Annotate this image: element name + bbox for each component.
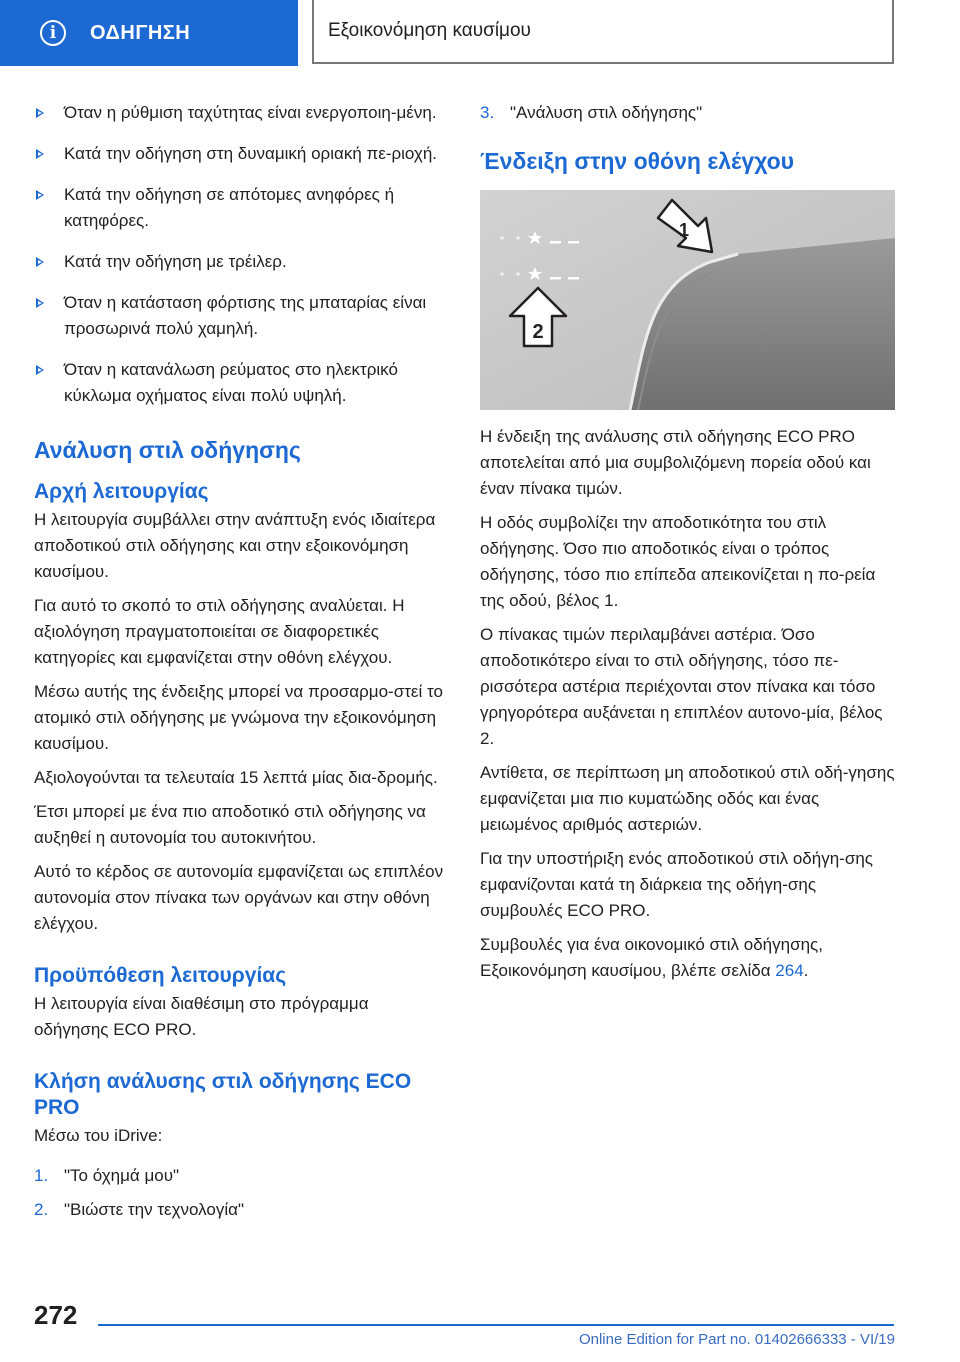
paragraph: Έτσι μπορεί με ένα πιο αποδοτικό στιλ οδήγησης να αυξηθεί η αυτονομία του αυτοκινήτου.	[34, 802, 426, 847]
triangle-bullet-icon	[36, 365, 44, 375]
tab-label: ΟΔΗΓΗΣΗ	[90, 21, 191, 44]
bullet-text: Όταν η κατάσταση φόρτισης της μπαταρίας είναι προσωρινά πολύ χαμηλή.	[64, 293, 427, 338]
step-text: "Ανάλυση στιλ οδήγησης"	[510, 103, 703, 122]
paragraph: Αυτό το κέρδος σε αυτονομία εμφανίζεται ως επιπλέον αυτονομία στον πίνακα των οργάνων και στην οθόνη ελέγχου.	[34, 862, 444, 933]
paragraph: Για την υποστήριξη ενός αποδοτικού στιλ οδήγη-σης εμφανίζονται κατά τη διάρκεια της οδήγη-σης συμβουλές ECO PRO.	[480, 849, 873, 920]
bullet-text: Κατά την οδήγηση σε απότομες ανηφόρες ή κατηφόρες.	[64, 185, 395, 230]
paragraph: Αντίθετα, σε περίπτωση μη αποδοτικού στιλ οδή-γησης εμφανίζεται μια πιο κυματώδης οδός και ένας μειωμένος αριθμός αστεριών.	[480, 763, 895, 834]
paragraph: Μέσω του iDrive:	[34, 1126, 163, 1145]
bullet-item	[34, 182, 444, 234]
step-item	[34, 1163, 444, 1189]
paragraph	[480, 932, 895, 984]
section-heading: Ανάλυση στιλ οδήγησης	[34, 437, 301, 463]
section-heading: Ένδειξη στην οθόνη ελέγχου	[480, 148, 795, 174]
header-section	[312, 0, 894, 64]
paragraph: Αξιολογούνται τα τελευταία 15 λεπτά μίας δια-δρομής.	[34, 768, 438, 787]
eco-pro-display-illustration	[480, 190, 895, 410]
page-number: 272	[34, 1300, 78, 1330]
right-column	[480, 100, 895, 992]
footer-divider	[98, 1324, 894, 1326]
step-number: 3.	[480, 103, 495, 122]
triangle-bullet-icon	[36, 190, 44, 200]
step-number: 1.	[34, 1166, 49, 1185]
step-number: 2.	[34, 1200, 49, 1219]
step-item	[34, 1197, 444, 1223]
step-text: "Το όχημά μου"	[64, 1166, 180, 1185]
paragraph: Μέσω αυτής της ένδειξης μπορεί να προσαρμο-στεί το ατομικό στιλ οδήγησης με γνώμονα την εξοικονόμηση καυσίμου.	[34, 682, 443, 753]
bullet-item	[34, 100, 444, 126]
paragraph: Η λειτουργία είναι διαθέσιμη στο πρόγραμμα οδήγησης ECO PRO.	[34, 994, 369, 1039]
triangle-bullet-icon	[36, 257, 44, 267]
page-reference-link[interactable]: 264	[775, 961, 804, 980]
subheading-call: Κλήση ανάλυσης στιλ οδήγησης ECO PRO	[34, 1070, 412, 1119]
bullet-text: Όταν η κατανάλωση ρεύματος στο ηλεκτρικό κύκλωμα οχήματος είναι πολύ υψηλή.	[64, 360, 398, 405]
step-text: "Βιώστε την τεχνολογία"	[64, 1200, 245, 1219]
header-tab	[0, 0, 298, 66]
step-item	[480, 100, 895, 126]
subheading-principle: Αρχή λειτουργίας	[34, 480, 209, 503]
triangle-bullet-icon	[36, 108, 44, 118]
paragraph: Η λειτουργία συμβάλλει στην ανάπτυξη ενός ιδιαίτερα αποδοτικού στιλ οδήγησης και στην εξοικονόμηση καυσίμου.	[34, 510, 436, 581]
paragraph: Ο πίνακας τιμών περιλαμβάνει αστέρια. Όσο αποδοτικότερο είναι το στιλ οδήγησης, τόσο πε-ρισσότερα αστέρια περιέχονται στον πίνακα και τόσο γρηγορότερα αυξάνεται η επιπλέον αυτονο-μία, βέλος 2.	[480, 625, 883, 748]
paragraph-end: .	[803, 961, 809, 980]
paragraph: Η οδός συμβολίζει την αποδοτικότητα του στιλ οδήγησης. Όσο πιο αποδοτικός είναι ο τρόπος οδήγησης, τόσο πιο επίπεδα απεικονίζεται η πο-ρεία της οδού, βέλος 1.	[480, 513, 876, 610]
subheading-prerequisite: Προϋπόθεση λειτουργίας	[34, 964, 287, 987]
bullet-item	[34, 141, 444, 167]
callout-label-1: 1	[678, 220, 690, 240]
bullet-item	[34, 290, 444, 342]
section-title: Εξοικονόμηση καυσίμου	[328, 20, 531, 41]
info-icon: i	[40, 20, 66, 46]
edition-text: Online Edition for Part no. 01402666333 - VI/19	[578, 1331, 895, 1348]
callout-label-2: 2	[532, 321, 544, 343]
bullet-item	[34, 249, 444, 275]
triangle-bullet-icon	[36, 298, 44, 308]
bullet-item	[34, 357, 444, 409]
bullet-text: Κατά την οδήγηση με τρέιλερ.	[64, 252, 287, 271]
paragraph: Για αυτό το σκοπό το στιλ οδήγησης αναλύεται. Η αξιολόγηση πραγματοποιείται σε διαφορετικές κατηγορίες και εμφανίζεται στην οθόνη ελέγχου.	[34, 596, 405, 667]
left-column	[34, 100, 444, 1231]
bullet-text: Όταν η ρύθμιση ταχύτητας είναι ενεργοποιη-μένη.	[64, 103, 437, 122]
paragraph-text: Συμβουλές για ένα οικονομικό στιλ οδήγησης, Εξοικονόμηση καυσίμου, βλέπε σελίδα	[480, 935, 823, 980]
bullet-text: Κατά την οδήγηση στη δυναμική οριακή πε-ριοχή.	[64, 144, 438, 163]
paragraph: Η ένδειξη της ανάλυσης στιλ οδήγησης ECO PRO αποτελείται από μια συμβολιζόμενη πορεία οδού και έναν πίνακα τιμών.	[480, 427, 871, 498]
triangle-bullet-icon	[36, 149, 44, 159]
